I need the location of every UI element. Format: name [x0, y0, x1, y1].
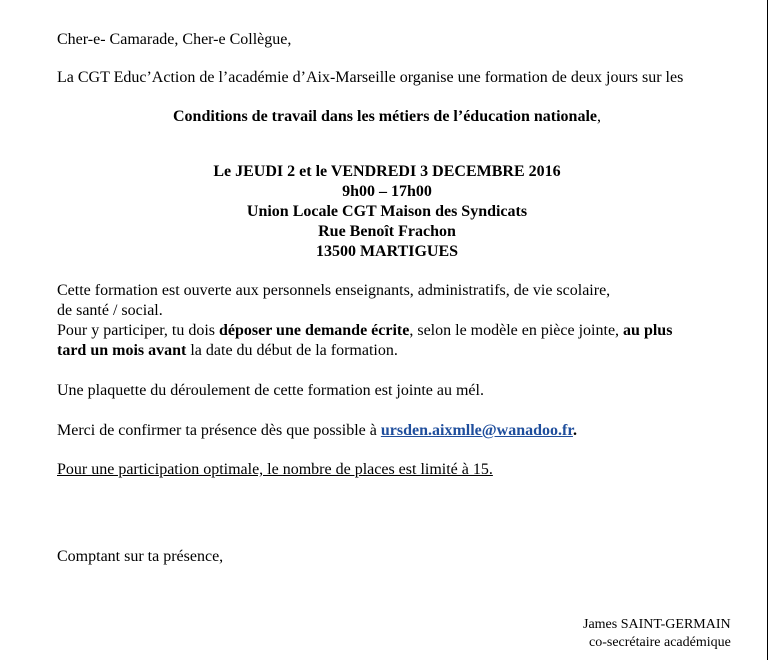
- participation-text-2: , selon le modèle en pièce jointe,: [409, 322, 624, 339]
- event-dates: Le JEUDI 2 et le VENDREDI 3 DECEMBRE 2016: [213, 163, 561, 180]
- topic-heading: [57, 107, 717, 127]
- event-street: Rue Benoît Frachon: [318, 223, 456, 240]
- participation-line-2: [57, 341, 398, 361]
- greeting: Cher-e- Camarade, Cher-e Collègue,: [57, 31, 292, 48]
- event-venue: Union Locale CGT Maison des Syndicats: [246, 203, 528, 220]
- topic-comma: ,: [597, 108, 601, 125]
- topic-title: Conditions de travail dans les métiers de l’éducation nationale: [172, 108, 597, 125]
- participation-emphasis-deadline-1: au plus: [623, 322, 673, 339]
- participation-text-1: Pour y participer, tu dois: [57, 322, 219, 339]
- email-suffix: .: [572, 422, 577, 439]
- limit-note: Pour une participation optimale, le nombre de places est limité à 15.: [57, 461, 493, 478]
- participation-emphasis-request: déposer une demande écrite: [219, 322, 410, 339]
- intro-paragraph: La CGT Educ’Action de l’académie d’Aix-Marseille organise une formation de deux jours sur les: [57, 69, 684, 86]
- audience-line-2: de santé / social.: [57, 302, 163, 319]
- event-hours: 9h00 – 17h00: [342, 183, 432, 200]
- participation-line-1: [57, 321, 672, 341]
- participation-text-3: la date du début de la formation.: [186, 342, 398, 359]
- email-link[interactable]: ursden.aixmlle@wanadoo.fr: [380, 422, 573, 439]
- event-city: 13500 MARTIGUES: [315, 243, 459, 260]
- confirm-paragraph: [57, 421, 577, 441]
- closing: Comptant sur ta présence,: [57, 548, 224, 565]
- attachment-note: Une plaquette du déroulement de cette formation est jointe au mél.: [57, 382, 484, 399]
- signature-role: co-secrétaire académique: [589, 635, 731, 650]
- participation-emphasis-deadline-2: tard un mois avant: [57, 342, 187, 359]
- signature-name: James SAINT-GERMAIN: [583, 617, 731, 632]
- confirm-text: Merci de confirmer ta présence dès que possible à: [57, 422, 381, 439]
- audience-line-1: Cette formation est ouverte aux personnels enseignants, administratifs, de vie scolaire,: [57, 282, 611, 299]
